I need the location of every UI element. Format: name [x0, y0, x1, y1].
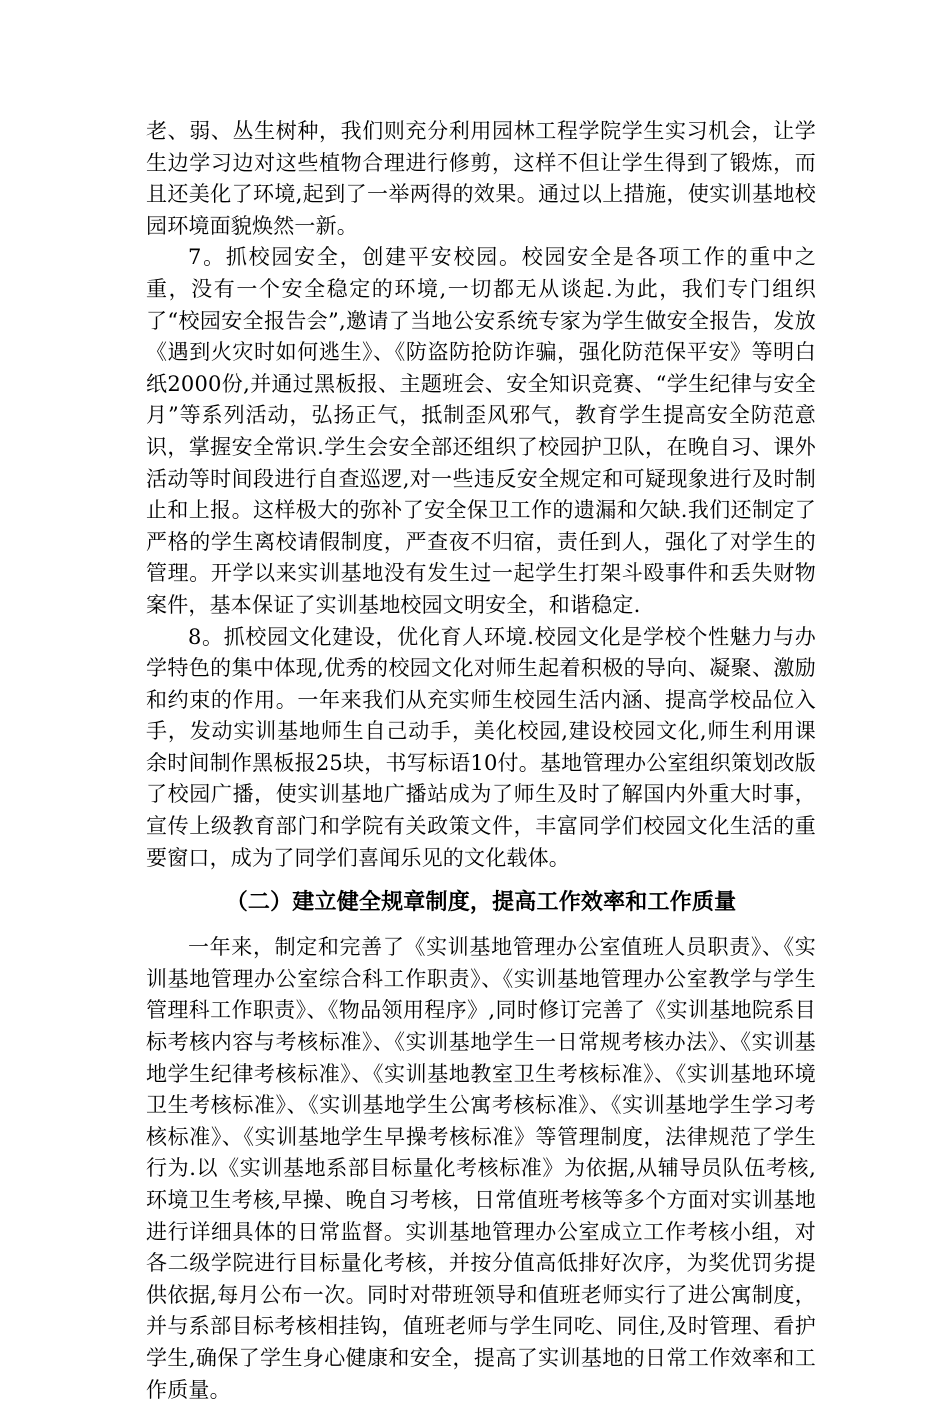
- paragraph-regulations: 一年来，制定和完善了《实训基地管理办公室值班人员职责》、《实训基地管理办公室综合科工作职责》、《实训基地管理办公室教学与学生管理科工作职责》、《物品领用程序》,同时修订完善了《实训基地院系目标考核内容与考核标准》、《实训基地学生一日常规考核办法》、《实训基地学生纪律考核标准》、《实训基地教室卫生考核标准》、《实训基地环境卫生考核标准》、《实训基地学生公寓考核标准》、《实训基地学生学习考核标准》、《实训基地学生早操考核标准》等管理制度，法律规范了学生行为.以《实训基地系部目标量化考核标准》为依据,从辅导员队伍考核,环境卫生考核,早操、晚自习考核，日常值班考核等多个方面对实训基地进行详细具体的日常监督。实训基地管理办公室成立工作考核小组，对各二级学院进行目标量化考核，并按分值高低排好次序，为奖优罚劣提供依据,每月公布一次。同时对带班领导和值班老师实行了进公寓制度，并与系部目标考核相挂钩，值班老师与学生同吃、同住,及时管理、看护学生,确保了学生身心健康和安全，提高了实训基地的日常工作效率和工作质量。: [146, 935, 816, 1402]
- paragraph-campus-safety: 7。抓校园安全，创建平安校园。校园安全是各项工作的重中之重，没有一个安全稳定的环境,一切都无从谈起.为此，我们专门组织了“校园安全报告会”,邀请了当地公安系统专家为学生做安全报告，发放《遇到火灾时如何逃生》、《防盗防抢防诈骗，强化防范保平安》等明白纸2000份,并通过黑板报、主题班会、安全知识竞赛、“学生纪律与安全月”等系列活动，弘扬正气，抵制歪风邪气，教育学生提高安全防范意识，掌握安全常识.学生会安全部还组织了校园护卫队，在晚自习、课外活动等时间段进行自查巡逻,对一些违反安全规定和可疑现象进行及时制止和上报。这样极大的弥补了安全保卫工作的遗漏和欠缺.我们还制定了严格的学生离校请假制度，严查夜不归宿，责任到人，强化了对学生的管理。开学以来实训基地没有发生过一起学生打架斗殴事件和丢失财物案件，基本保证了实训基地校园文明安全，和谐稳定.: [146, 245, 816, 617]
- document-body: [146, 116, 816, 1406]
- section-heading: （二）建立健全规章制度，提高工作效率和工作质量: [225, 890, 737, 916]
- paragraph-campus-culture: 8。抓校园文化建设，优化育人环境.校园文化是学校个性魅力与办学特色的集中体现,优秀的校园文化对师生起着积极的导向、凝聚、激励和约束的作用。一年来我们从充实师生校园生活内涵、提高学校品位入手，发动实训基地师生自己动手，美化校园,建设校园文化,师生利用课余时间制作黑板报25块，书写标语10付。基地管理办公室组织策划改版了校园广播，使实训基地广播站成为了师生及时了解国内外重大时事，宣传上级教育部门和学院有关政策文件，丰富同学们校园文化生活的重要窗口，成为了同学们喜闻乐见的文化载体。: [146, 624, 816, 870]
- paragraph-continued: 老、弱、丛生树种，我们则充分利用园林工程学院学生实习机会，让学生边学习边对这些植物合理进行修剪，这样不但让学生得到了锻炼，而且还美化了环境,起到了一举两得的效果。通过以上措施，使实训基地校园环境面貌焕然一新。: [146, 119, 816, 238]
